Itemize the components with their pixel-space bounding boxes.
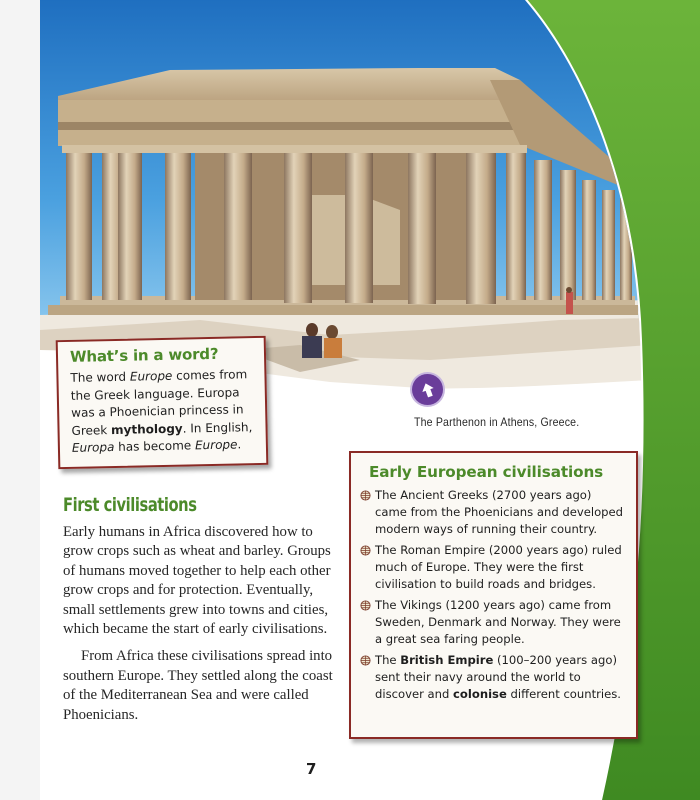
whats-in-a-word-box [56, 336, 269, 469]
term-british-empire: British Empire [400, 653, 494, 667]
list-item: The Ancient Greeks (2700 years ago) came from the Phoenicians and developed modern ways of running their country. [357, 487, 626, 538]
civilisation-list [357, 487, 626, 703]
page-number: 7 [306, 760, 317, 778]
list-item: The Roman Empire (2000 years ago) ruled much of Europe. They were the first civilisation to build roads and bridges. [357, 542, 626, 593]
term-mythology: mythology [110, 421, 183, 437]
list-item: The British Empire (100–200 years ago) sent their navy around the world to discover and colonise different countries. [357, 652, 626, 703]
early-european-civilisations-box [349, 451, 638, 739]
up-arrow-icon [412, 374, 443, 405]
globe-icon [360, 600, 371, 611]
list-item: The Vikings (1200 years ago) came from Sweden, Denmark and Norway. They were a great sea faring people. [357, 597, 626, 648]
word-box-title: What’s in a word? [69, 344, 219, 366]
word-box-text: The word Europe comes from the Greek language. Europa was a Phoenician princess in Greek mythology. In English, Europa has become Europe. [70, 367, 253, 455]
globe-icon [360, 545, 371, 556]
body-paragraph-2: From Africa these civilisations spread into southern Europe. They settled along the coast of the Mediterranean Sea and were called Phoenicians. [63, 648, 333, 723]
euro-box-title: Early European civilisations [369, 463, 604, 481]
term-europa: Europa [71, 440, 115, 455]
globe-icon [360, 655, 371, 666]
photo-caption: The Parthenon in Athens, Greece. [414, 415, 580, 429]
globe-icon [360, 490, 371, 501]
body-paragraph-1: Early humans in Africa discovered how to grow crops such as wheat and barley. Groups of humans moved together to help each other grow crops and for protection. Eventually, small settlements grew into towns and cities, which became the start of early civilisations. [63, 524, 331, 638]
section-title: First civilisations [63, 494, 197, 516]
term-europe-2: Europe [194, 437, 238, 453]
section-body [63, 523, 345, 725]
term-colonise: colonise [453, 687, 507, 701]
term-europe: Europe [129, 368, 173, 384]
